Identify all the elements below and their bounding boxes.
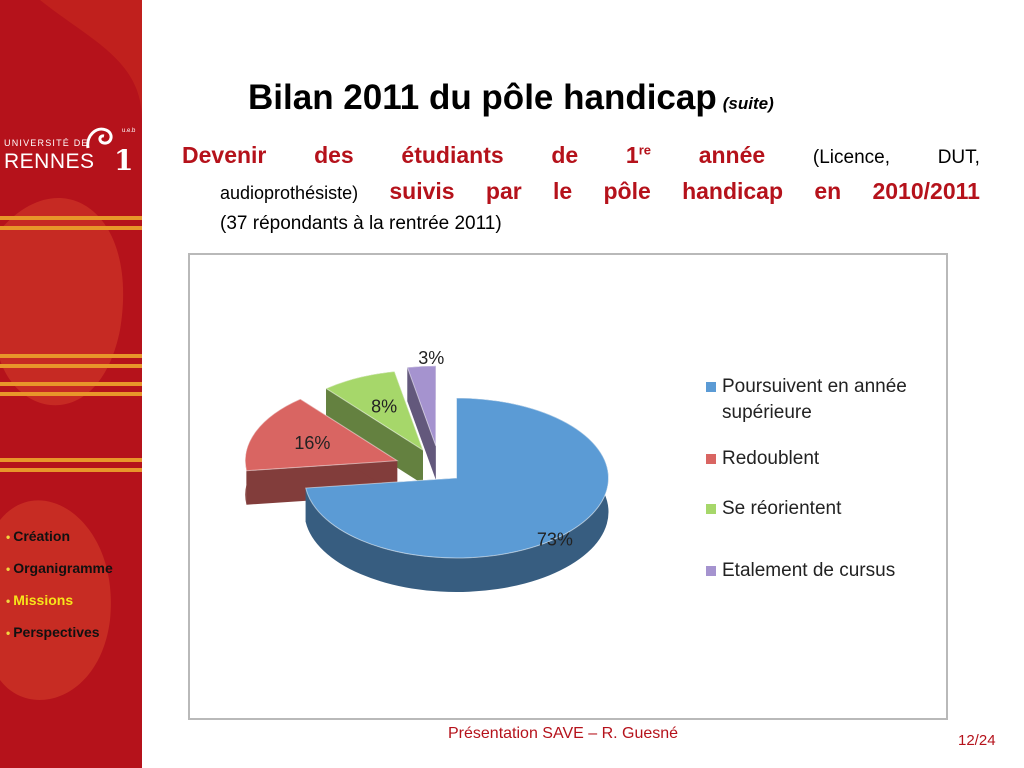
subtitle-word: le <box>553 178 573 204</box>
pie-slice-label: 16% <box>294 433 331 454</box>
legend-swatch <box>706 454 716 464</box>
legend-label: Redoublent <box>722 448 820 469</box>
subtitle-word: par <box>485 178 522 204</box>
subtitle-line-1 <box>182 142 980 169</box>
subtitle-word: des <box>314 142 354 168</box>
subtitle-word: étudiants <box>401 142 504 168</box>
chart-frame <box>188 253 948 720</box>
nav-item-creation[interactable] <box>6 526 113 558</box>
legend-swatch <box>706 566 716 576</box>
legend-swatch <box>706 382 716 392</box>
pie-slice-label: 8% <box>371 396 398 417</box>
subtitle-number: 1 <box>625 142 639 168</box>
bullet-icon: • <box>6 530 11 544</box>
subtitle-superscript: re <box>638 142 651 158</box>
slide-title-suffix: (suite) <box>722 94 774 113</box>
slide-title <box>248 78 774 118</box>
slide-title-text: Bilan 2011 du pôle handicap <box>248 78 717 117</box>
legend-label: Se réorientent <box>722 498 842 519</box>
legend-swatch <box>706 504 716 514</box>
subtitle-word: 2010/2011 <box>872 178 980 204</box>
bullet-icon: • <box>6 594 11 608</box>
subtitle-first-year <box>626 142 651 169</box>
page-number: 12/24 <box>958 732 996 749</box>
subtitle-word: en <box>814 178 842 204</box>
subtitle-word: (Licence, <box>812 147 890 168</box>
legend-label: Poursuivent en année supérieure <box>722 376 907 423</box>
nav-item-label: Organigramme <box>13 560 113 576</box>
pie-chart <box>190 255 946 718</box>
university-logo <box>0 118 142 178</box>
bullet-icon: • <box>6 626 11 640</box>
nav-item-perspectives[interactable] <box>6 622 113 654</box>
subtitle-respondents: (37 répondants à la rentrée 2011) <box>220 213 502 234</box>
nav-item-label: Création <box>13 528 70 544</box>
subtitle-word: année <box>698 142 766 168</box>
pie-slice-label: 73% <box>536 529 573 550</box>
subtitle-word: suivis <box>389 178 455 204</box>
nav-item-label: Perspectives <box>13 624 100 640</box>
subtitle-line-2 <box>220 178 980 205</box>
logo-university: UNIVERSITÉ DE <box>4 138 89 148</box>
legend-label: Etalement de cursus <box>722 560 896 581</box>
logo-number: 1 <box>114 144 134 177</box>
logo-ueb: u.e.b <box>122 128 136 134</box>
nav-item-organigramme[interactable] <box>6 558 113 590</box>
nav-item-missions[interactable] <box>6 590 113 622</box>
subtitle-word: de <box>551 142 579 168</box>
sidebar-nav <box>6 526 113 654</box>
bullet-icon: • <box>6 562 11 576</box>
subtitle-word: pôle <box>603 178 651 204</box>
slide-footer: Présentation SAVE – R. Guesné <box>448 725 679 742</box>
pie-slice-label: 3% <box>418 348 445 369</box>
logo-name: RENNES <box>4 150 95 173</box>
subtitle-word: handicap <box>682 178 784 204</box>
sidebar <box>0 0 142 768</box>
subtitle-word: DUT, <box>937 147 980 168</box>
subtitle-word: audioprothésiste) <box>220 183 359 203</box>
subtitle-word: Devenir <box>182 142 267 168</box>
nav-item-label: Missions <box>13 592 74 608</box>
